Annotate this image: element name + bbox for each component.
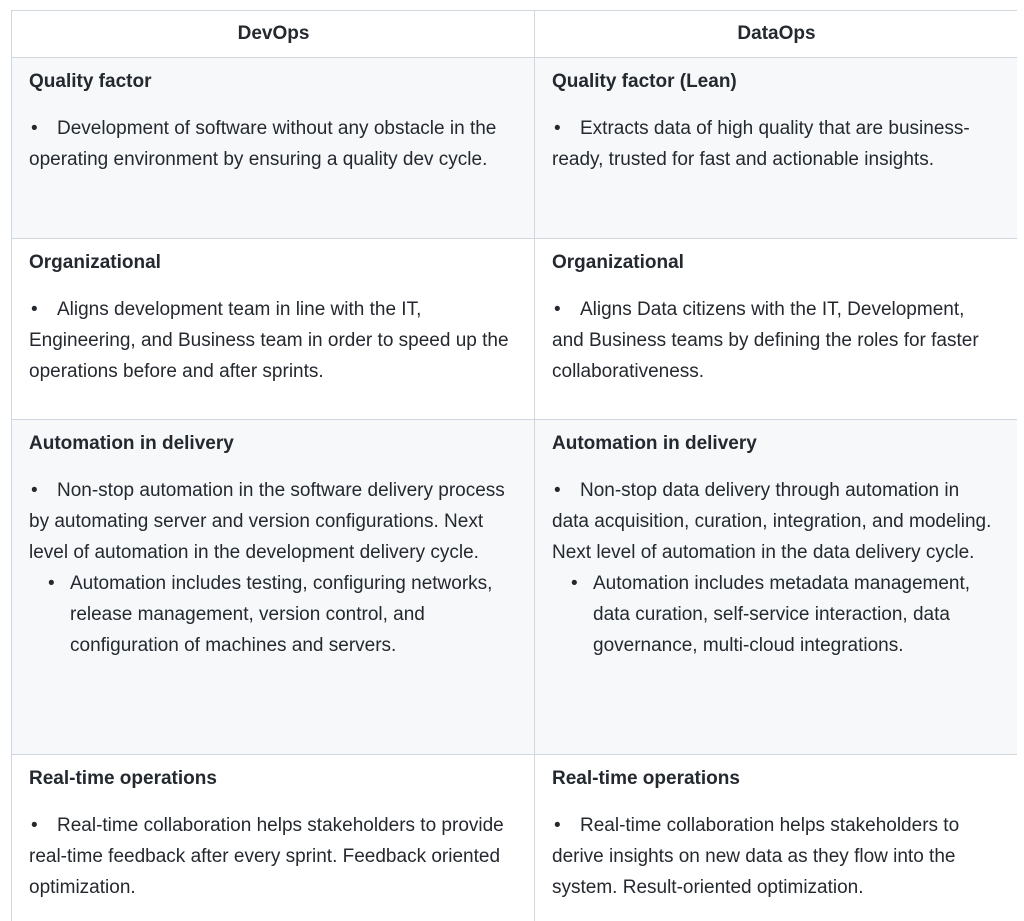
dataops-cell: [535, 755, 1018, 921]
table-row: [12, 420, 1018, 755]
bullet-icon: •: [31, 480, 38, 501]
cell-heading: Organizational: [29, 252, 161, 273]
list-item-text: Aligns development team in line with the IT, Engineering, and Business team in order to speed up the operations before and after sprints.: [29, 299, 509, 382]
cell-heading: Real-time operations: [552, 768, 740, 789]
devops-dataops-comparison-table: [11, 10, 1017, 921]
list-item-text: Aligns Data citizens with the IT, Development, and Business teams by defining the roles for faster collaborativeness.: [552, 299, 979, 382]
bullet-icon: •: [554, 299, 561, 320]
devops-cell: [12, 420, 535, 755]
cell-heading: Real-time operations: [29, 768, 217, 789]
list-item-text: Non-stop data delivery through automation in data acquisition, curation, integration, and modeling. Next level of automation in the data delivery cycle.: [552, 480, 992, 563]
bullet-icon: •: [554, 118, 561, 139]
sub-list-item: [571, 568, 1001, 661]
header-devops: DevOps: [12, 11, 535, 58]
bullet-icon: •: [554, 480, 561, 501]
cell-heading: Automation in delivery: [552, 433, 757, 454]
list-item: [552, 113, 1001, 175]
header-dataops: DataOps: [535, 11, 1018, 58]
devops-cell: [12, 755, 535, 921]
cell-heading: Automation in delivery: [29, 433, 234, 454]
dataops-cell: [535, 239, 1018, 420]
table-row: [12, 58, 1018, 239]
sub-list-item-text: Automation includes testing, configuring networks, release management, version control, and configuration of machines and servers.: [70, 573, 493, 656]
table-header-row: [12, 11, 1018, 58]
list-item: [29, 294, 518, 387]
list-item-text: Development of software without any obstacle in the operating environment by ensuring a quality dev cycle.: [29, 118, 497, 170]
cell-heading: Quality factor: [29, 71, 152, 92]
bullet-icon: •: [571, 573, 578, 594]
list-item: [29, 475, 518, 568]
comparison-table-container: [11, 10, 1017, 921]
bullet-icon: •: [554, 815, 561, 836]
dataops-cell: [535, 58, 1018, 239]
bullet-icon: •: [48, 573, 55, 594]
list-item: [552, 294, 1001, 387]
sub-list-item: [48, 568, 518, 661]
devops-cell: [12, 239, 535, 420]
list-item-text: Real-time collaboration helps stakeholders to provide real-time feedback after every sprint. Feedback oriented optimization.: [29, 815, 504, 898]
list-item: [29, 810, 518, 903]
list-item: [552, 810, 1001, 903]
dataops-cell: [535, 420, 1018, 755]
devops-cell: [12, 58, 535, 239]
list-item-text: Non-stop automation in the software delivery process by automating server and version configurations. Next level of automation in the development delivery cycle.: [29, 480, 505, 563]
sub-list-item-text: Automation includes metadata management, data curation, self-service interaction, data governance, multi-cloud integrations.: [593, 573, 971, 656]
list-item: [29, 113, 518, 175]
bullet-icon: •: [31, 299, 38, 320]
bullet-icon: •: [31, 118, 38, 139]
bullet-icon: •: [31, 815, 38, 836]
list-item-text: Real-time collaboration helps stakeholders to derive insights on new data as they flow into the system. Result-oriented optimization.: [552, 815, 960, 898]
cell-heading: Organizational: [552, 252, 684, 273]
table-row: [12, 239, 1018, 420]
list-item: [552, 475, 1001, 568]
table-row: [12, 755, 1018, 921]
cell-heading: Quality factor (Lean): [552, 71, 737, 92]
list-item-text: Extracts data of high quality that are business-ready, trusted for fast and actionable insights.: [552, 118, 970, 170]
